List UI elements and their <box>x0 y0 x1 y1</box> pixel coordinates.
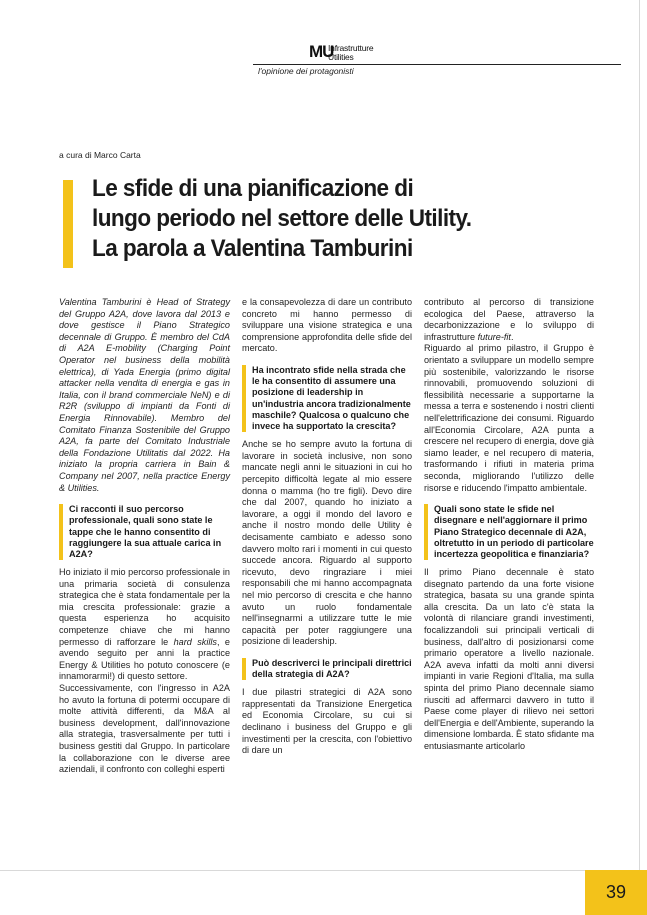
answer-paragraph: Successivamente, con l'ingresso in A2A ho avuto la fortuna di potermi occupare di molte attività differenti, da M&A al business development, dall'innovazione alla strategia, trasversalmente per tutti i business gestiti dal Gruppo. In particolare la collaborazione con le diverse aree aziendali, il confronto con colleghi esperti <box>59 683 230 775</box>
question-2: Ha incontrato sfide nella strada che le ha consentito di assumere una posizione di leadership in un'industria ancora tradizionalmente maschile? Qualcosa o qualcuno che invece ha supportato la crescita? <box>242 365 412 432</box>
article-title <box>92 174 570 264</box>
title-line: La parola a Valentina Tamburini <box>92 235 413 262</box>
answer-paragraph: contributo al percorso di transizione ecologica del Paese, attraverso la decarbonizzazione e lo sviluppo di infrastrutture future-fit. <box>424 297 594 342</box>
answer-paragraph: Riguardo al primo pilastro, il Gruppo è orientato a sviluppare un modello sempre più sostenibile, valorizzando le risorse rinnovabili, promuovendo soluzioni di flessibilità necessarie a supportarne la messa a terra e sostenendo i nostri clienti nell'elettrificazione dei consumi. Riguardo all'Economia Circolare, A2A punta a crescere nel recupero di energia, dove già siamo leader, e nel recupero di materia, trasformando i rifiuti in materia prima seconda, migliorando l'utilizzo delle risorse e riducendo l'impatto ambientale. <box>424 343 594 493</box>
column-1 <box>59 297 230 776</box>
question-4: Quali sono state le sfide nel disegnare e nell'aggiornare il primo Piano Strategico decennale di A2A, oltretutto in un periodo di particolare incertezza geopolitica e finanziaria? <box>424 504 594 560</box>
page-frame-right <box>639 0 640 870</box>
page-frame-bottom <box>0 870 585 871</box>
title-accent-bar <box>63 180 73 268</box>
answer-paragraph: I due pilastri strategici di A2A sono rappresentati da Transizione Energetica ed Economia Circolare, su cui si declinano i business del Gruppo e gli investimenti per la crescita, con l'obiettivo di dare un <box>242 687 412 756</box>
page-number-box <box>585 870 647 915</box>
section-tagline: l'opinione dei protagonisti <box>258 66 354 76</box>
magazine-logo <box>309 42 374 66</box>
title-line: lungo periodo nel settore delle Utility. <box>92 205 472 232</box>
logo-line-2: Utilities <box>328 52 354 62</box>
answer-paragraph: Ho iniziato il mio percorso professionale in una primaria società di consulenza strategica che è stata fondamentale per la mia crescita professionale: grazie a questa esperienza ho acquisito competenze chiave che mi hanno permesso di rafforzare le hard skills, e avendo seguito per anni la practice Energy & Utilities ho potuto conoscere (e innamorarmi!) di questo settore. <box>59 567 230 682</box>
answer-paragraph: Anche se ho sempre avuto la fortuna di lavorare in società inclusive, non sono mancate negli anni le situazioni in cui ho percepito difficoltà legate al mio essere donna o mamma (ho tre figli). Devo dire che dal 2007, quando ho iniziato a lavorare, a oggi il mondo del lavoro e anche il nostro mondo delle Utility è decisamente cambiato e adesso sono davvero molto rari i momenti in cui questo succede ancora. Riguardo al supporto ricevuto, devo ringraziare i miei responsabili che mi hanno accompagnata nel mio percorso di crescita e che hanno avuto un ruolo fondamentale nell'insegnarmi a utilizzare tutte le mie capacità per poter raggiungere una posizione di leadership. <box>242 439 412 647</box>
answer-paragraph: e la consapevolezza di dare un contributo concreto mi hanno permesso di sviluppare una visione strategica e una comprensione approfondita delle sfide del mercato. <box>242 297 412 354</box>
answer-paragraph: Il primo Piano decennale è stato disegnato partendo da una forte visione strategica, basata su una grande spinta alla crescita. Da un lato c'è stata la volontà di rilanciare grandi investimenti, focalizzandoli sui principali verticali di business, dall'altro di posizionarsi come primario operatore a livello nazionale. A2A aveva infatti da molti anni diversi impianti in varie Regioni d'Italia, ma sulla spinta del primo Piano decennale siamo riusciti ad affermarci davvero in tutto il Paese come player di rilievo nei settori dell'Energia e dell'Ambiente, superando la dimensione lombarda. È stato sfidante ma entusiasmante articolarlo <box>424 567 594 752</box>
masthead-rule <box>253 64 621 65</box>
emphasis: future-fit <box>477 331 511 342</box>
logo-letters: MU <box>309 42 334 61</box>
question-3: Può descriverci le principali direttrici della strategia di A2A? <box>242 658 412 680</box>
question-1: Ci racconti il suo percorso professionale, quali sono state le tappe che le hanno consentito di raggiungere la sua attuale carica in A2A? <box>59 504 230 560</box>
column-3 <box>424 297 594 753</box>
logo-line-1: Infrastrutture <box>328 43 374 53</box>
page-number: 39 <box>605 882 627 902</box>
emphasis: hard skills <box>173 636 217 647</box>
column-2 <box>242 297 412 757</box>
author-bio: Valentina Tamburini è Head of Strategy del Gruppo A2A, dove lavora dal 2013 e dove gestisce il Piano Strategico decennale di Gruppo. È membro del CdA di A2A E-mobility (Charging Point Operator nel business della mobilità elettrica), di Yada Energia (primo digital attacker nella vendita di energia e gas in Italia, con il brand commerciale NeN) e di R2R (sviluppo di impianti da Fonti di Energia Rinnovabile). Membro del Comitato Finanza Sostenibile del Gruppo A2A, fa parte del Comitato Industriale della Fondazione Utilitatis dal 2022. Ha iniziato la propria carriera in Bain & Company nel 2007, nella practice Energy & Utilities. <box>59 297 230 493</box>
title-line: Le sfide di una pianificazione di <box>92 175 414 202</box>
byline: a cura di Marco Carta <box>59 150 141 160</box>
